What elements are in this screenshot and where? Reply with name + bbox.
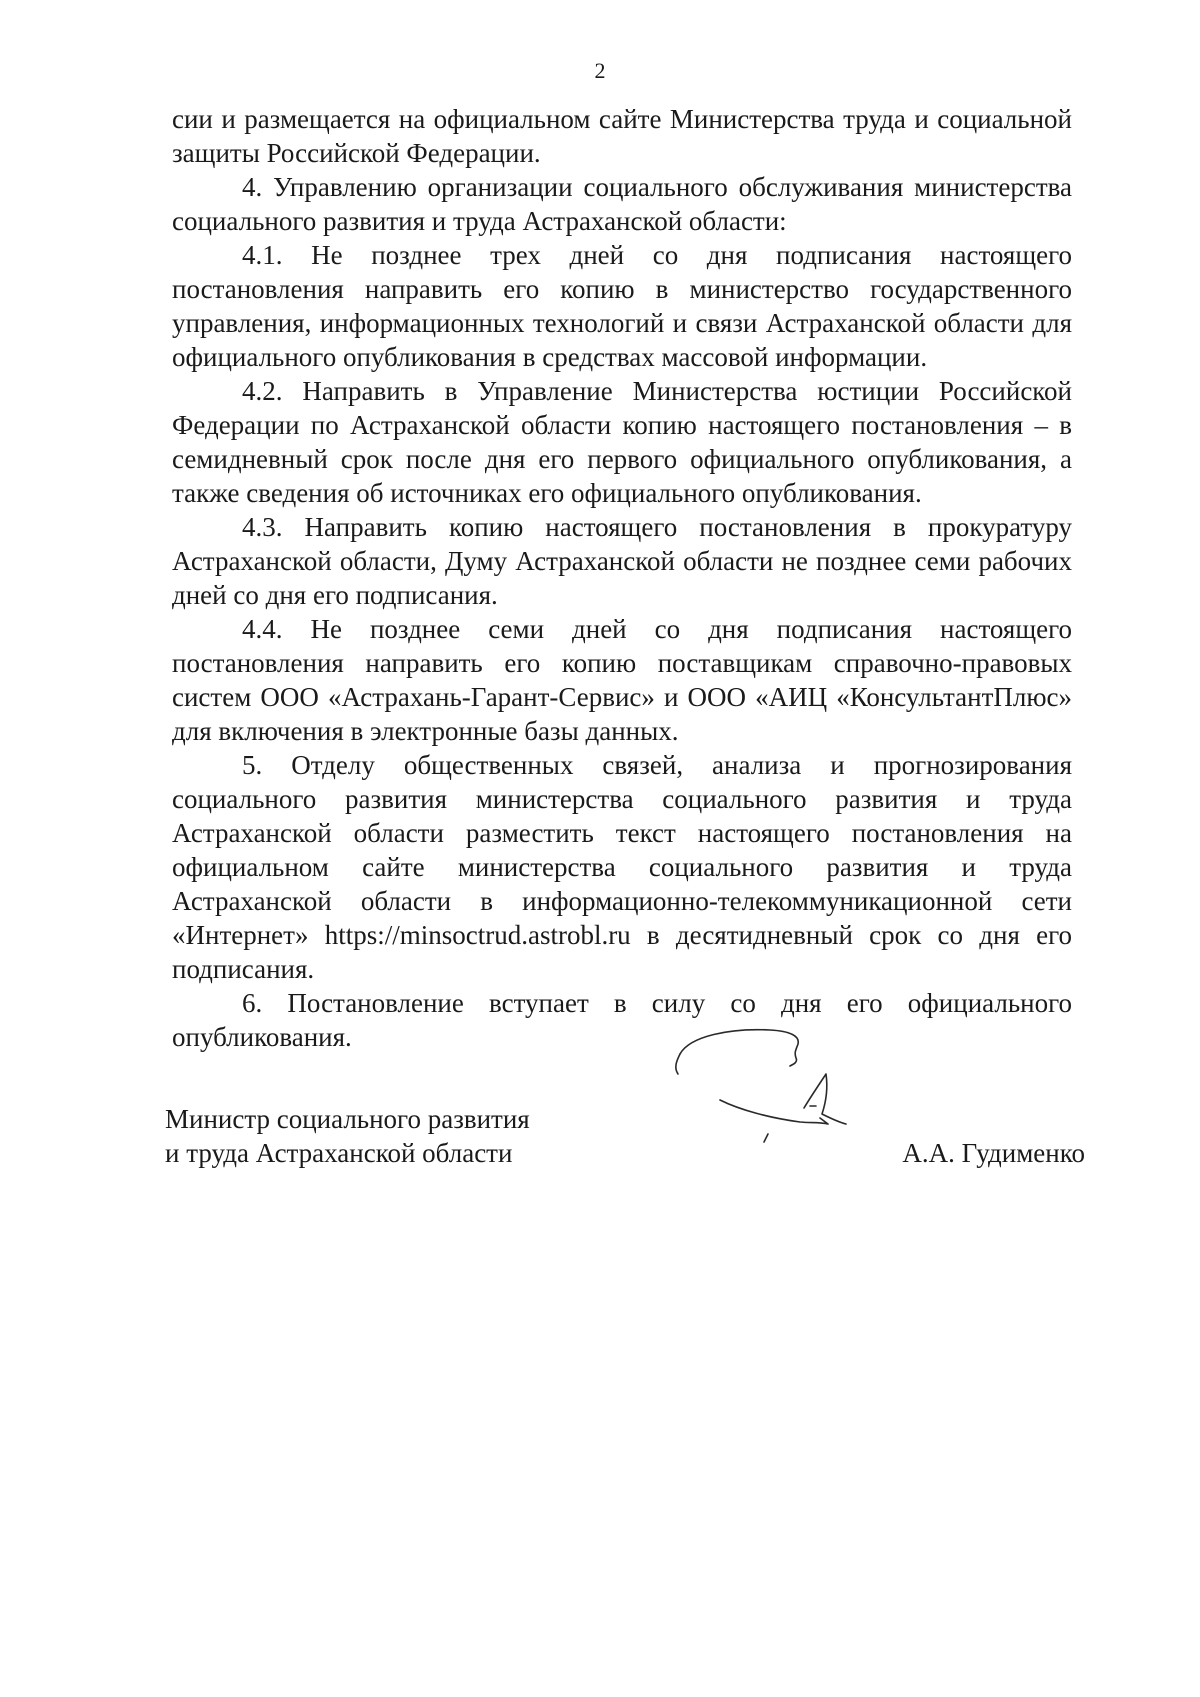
- document-body: [172, 102, 1072, 1054]
- signature-block: [165, 1102, 1085, 1212]
- paragraph-item-4: 4. Управлению организации социального обслуживания министерства социального развития и труда Астраханской области:: [172, 172, 1072, 236]
- signatory-title: [165, 1102, 530, 1170]
- paragraph-item-4-2: 4.2. Направить в Управление Министерства юстиции Российской Федерации по Астраханской области копию настоящего постановления – в семидневный срок после дня его первого официального опубликования, а также сведения об источниках его официального опубликования.: [172, 376, 1072, 508]
- paragraph-item-4-3: 4.3. Направить копию настоящего постановления в прокуратуру Астраханской области, Думу Астраханской области не позднее семи рабочих дней со дня его подписания.: [172, 512, 1072, 610]
- handwritten-signature: [660, 1014, 880, 1174]
- paragraph-item-6: 6. Постановление вступает в силу со дня его официального опубликования.: [172, 988, 1072, 1052]
- signatory-title-line-1: Министр социального развития: [165, 1104, 530, 1134]
- paragraph-item-4-4: 4.4. Не позднее семи дней со дня подписания настоящего постановления направить его копию поставщикам справочно-правовых систем ООО «Астрахань-Гарант-Сервис» и ООО «АИЦ «КонсультантПлюс» для включения в электронные базы данных.: [172, 614, 1072, 746]
- page-number: 2: [594, 58, 606, 83]
- paragraph-continuation: сии и размещается на официальном сайте Министерства труда и социальной защиты Российской Федерации.: [172, 104, 1072, 168]
- signatory-title-line-2: и труда Астраханской области: [165, 1138, 513, 1168]
- signatory-name: А.А. Гудименко: [902, 1138, 1085, 1168]
- paragraph-item-4-1: 4.1. Не позднее трех дней со дня подписания настоящего постановления направить его копию в министерство государственного управления, информационных технологий и связи Астраханской области для официального опубликования в средствах массовой информации.: [172, 240, 1072, 372]
- paragraph-item-5: 5. Отделу общественных связей, анализа и прогнозирования социального развития министерства социального развития и труда Астраханской области разместить текст настоящего постановления на официальном сайте министерства социального развития и труда Астраханской области в информационно-телекоммуникационной сети «Интернет» https://minsoctrud.astrobl.ru в десятидневный срок со дня его подписания.: [172, 750, 1072, 984]
